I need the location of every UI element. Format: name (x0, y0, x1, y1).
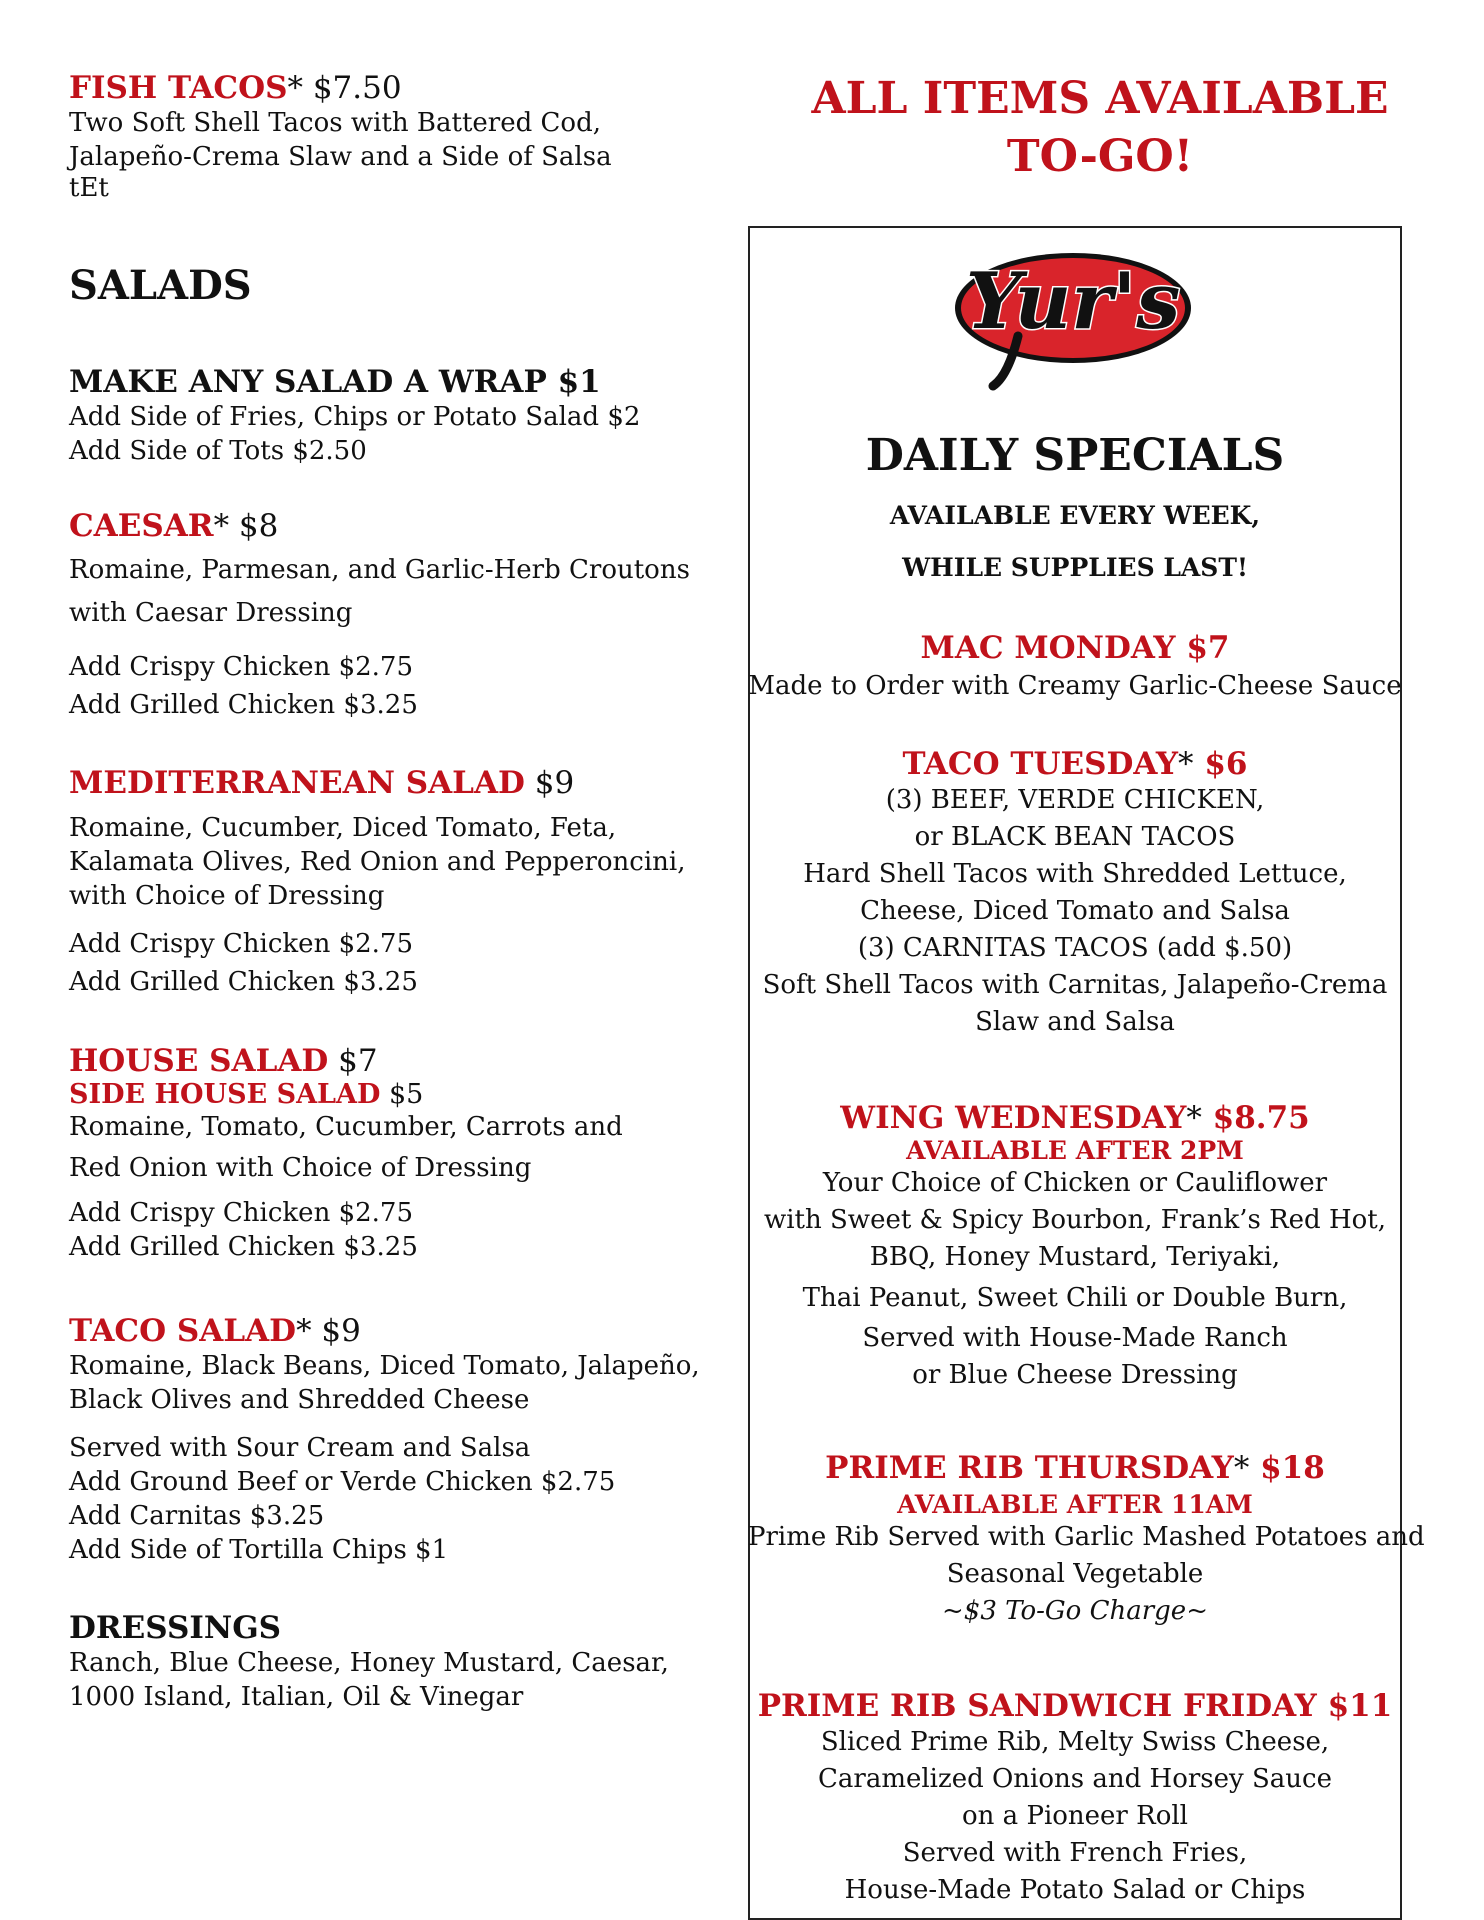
special-desc: Your Choice of Chicken or Cauliflower (822, 1168, 1328, 1198)
special-desc: BBQ, Honey Mustard, Teriyaki, (869, 1242, 1281, 1272)
prime-rib-thursday-special (748, 1450, 1425, 1630)
logo-graphic (948, 236, 1198, 396)
banner-line: ALL ITEMS AVAILABLE (811, 73, 1389, 124)
subtitle-line: AVAILABLE EVERY WEEK, (889, 501, 1261, 530)
special-star: * (1233, 1450, 1250, 1486)
wrap-item (69, 364, 689, 468)
special-desc: Seasonal Vegetable (946, 1559, 1204, 1589)
add-on: Add Crispy Chicken $2.75 (69, 929, 414, 959)
taco-salad-item (69, 1313, 700, 1567)
caesar-item (69, 508, 689, 724)
special-name: PRIME RIB THURSDAY (825, 1450, 1234, 1486)
item-price: $7.50 (302, 70, 402, 106)
item-desc: Romaine, Black Beans, Diced Tomato, Jalapeño, (69, 1351, 700, 1381)
special-name: TACO TUESDAY (902, 746, 1179, 782)
special-desc: Slaw and Salsa (975, 1007, 1175, 1037)
special-desc: Served with French Fries, (902, 1838, 1248, 1868)
wing-wednesday-special (748, 1100, 1402, 1394)
to-go-charge: ~$3 To-Go Charge~ (942, 1596, 1208, 1626)
item-star: * (287, 70, 303, 106)
side-house-name: SIDE HOUSE SALAD (69, 1079, 381, 1110)
side-house-price: $5 (380, 1079, 424, 1110)
item-star: * (213, 508, 230, 544)
add-on: Add Crispy Chicken $2.75 (69, 1198, 414, 1228)
item-desc: Kalamata Olives, Red Onion and Pepperoncini, (69, 847, 686, 877)
item-desc: with Caesar Dressing (69, 598, 353, 628)
house-salad-item (69, 1043, 689, 1264)
item-star: * (296, 1313, 312, 1349)
fish-tacos-item (69, 70, 689, 202)
special-desc: (3) BEEF, VERDE CHICKEN, (885, 785, 1265, 815)
item-name: TACO SALAD (69, 1313, 297, 1349)
dressings-line: Ranch, Blue Cheese, Honey Mustard, Caesar, (69, 1648, 669, 1678)
special-desc: Prime Rib Served with Garlic Mashed Potatoes and (748, 1522, 1425, 1552)
special-title: MAC MONDAY $7 (920, 630, 1230, 666)
item-desc: Romaine, Cucumber, Diced Tomato, Feta, (69, 813, 617, 843)
special-desc: Soft Shell Tacos with Carnitas, Jalapeño-Crema (762, 970, 1388, 1000)
item-desc: Black Olives and Shredded Cheese (69, 1385, 530, 1415)
add-on: Add Carnitas $3.25 (69, 1501, 325, 1531)
dressings-section (69, 1610, 689, 1714)
item-name: FISH TACOS (69, 70, 288, 106)
wrap-line: Add Side of Fries, Chips or Potato Salad $2 (69, 402, 641, 432)
special-desc: Sliced Prime Rib, Melty Swiss Cheese, (820, 1727, 1330, 1757)
mac-monday-special (748, 630, 1402, 705)
special-price: $18 (1249, 1450, 1325, 1486)
add-on: Add Grilled Chicken $3.25 (69, 1232, 418, 1262)
wrap-title: MAKE ANY SALAD A WRAP $1 (69, 364, 601, 400)
special-desc: (3) CARNITAS TACOS (add $.50) (857, 933, 1293, 963)
special-note: AVAILABLE AFTER 2PM (906, 1136, 1244, 1165)
special-desc: Cheese, Diced Tomato and Salsa (860, 896, 1290, 926)
to-go-banner (780, 70, 1420, 186)
item-desc: Two Soft Shell Tacos with Battered Cod, (69, 108, 601, 138)
special-star: * (1178, 746, 1194, 782)
add-on: Add Grilled Chicken $3.25 (69, 967, 418, 997)
item-price: $9 (311, 1313, 361, 1349)
item-desc: Red Onion with Choice of Dressing (69, 1153, 532, 1183)
special-note: AVAILABLE AFTER 11AM (897, 1490, 1253, 1519)
special-desc: Served with House-Made Ranch (862, 1323, 1288, 1353)
add-on: Served with Sour Cream and Salsa (69, 1433, 531, 1463)
item-name: CAESAR (69, 508, 214, 544)
special-desc: Hard Shell Tacos with Shredded Lettuce, (803, 859, 1347, 889)
special-desc: House-Made Potato Salad or Chips (844, 1875, 1306, 1905)
dressings-line: 1000 Island, Italian, Oil & Vinegar (69, 1682, 524, 1712)
item-name: MEDITERRANEAN SALAD (69, 765, 525, 801)
special-desc: or Blue Cheese Dressing (912, 1360, 1238, 1390)
taco-tuesday-special (748, 746, 1402, 1041)
special-desc: Made to Order with Creamy Garlic-Cheese Sauce (748, 671, 1402, 701)
item-price: $8 (229, 508, 279, 544)
special-price: $6 (1193, 746, 1248, 782)
yurs-logo (948, 236, 1198, 396)
special-desc: or BLACK BEAN TACOS (914, 822, 1236, 852)
subtitle-line: WHILE SUPPLIES LAST! (902, 553, 1248, 582)
wrap-line: Add Side of Tots $2.50 (69, 436, 367, 466)
special-desc: on a Pioneer Roll (962, 1801, 1188, 1831)
salads-header: SALADS (69, 262, 252, 309)
add-on: Add Side of Tortilla Chips $1 (69, 1535, 449, 1565)
item-desc: Jalapeño-Crema Slaw and a Side of Salsa (69, 142, 612, 172)
logo-text: Yur's (965, 256, 1181, 347)
item-name: HOUSE SALAD (69, 1043, 329, 1079)
prime-rib-sandwich-friday-special (748, 1688, 1402, 1909)
item-price: $9 (524, 765, 575, 801)
special-star: * (1186, 1100, 1202, 1136)
banner-line: TO-GO! (1006, 131, 1194, 182)
item-desc: tEt (69, 173, 109, 203)
add-on: Add Crispy Chicken $2.75 (69, 652, 414, 682)
special-desc: with Sweet & Spicy Bourbon, Frank’s Red Hot, (763, 1205, 1387, 1235)
daily-specials-title: DAILY SPECIALS (865, 430, 1285, 481)
dressings-title: DRESSINGS (69, 1610, 282, 1646)
item-desc: Romaine, Parmesan, and Garlic-Herb Croutons (69, 555, 690, 585)
special-title: PRIME RIB SANDWICH FRIDAY $11 (757, 1688, 1393, 1724)
add-on: Add Ground Beef or Verde Chicken $2.75 (69, 1467, 616, 1497)
special-name: WING WEDNESDAY (840, 1100, 1187, 1136)
specials-subtitle (748, 490, 1402, 594)
item-desc: Romaine, Tomato, Cucumber, Carrots and (69, 1112, 623, 1142)
add-on: Add Grilled Chicken $3.25 (69, 690, 418, 720)
mediterranean-item (69, 765, 689, 1001)
special-desc: Thai Peanut, Sweet Chili or Double Burn, (802, 1283, 1348, 1313)
special-desc: Caramelized Onions and Horsey Sauce (818, 1764, 1332, 1794)
special-price: $8.75 (1201, 1100, 1310, 1136)
item-price: $7 (328, 1043, 378, 1079)
item-desc: with Choice of Dressing (69, 881, 385, 911)
